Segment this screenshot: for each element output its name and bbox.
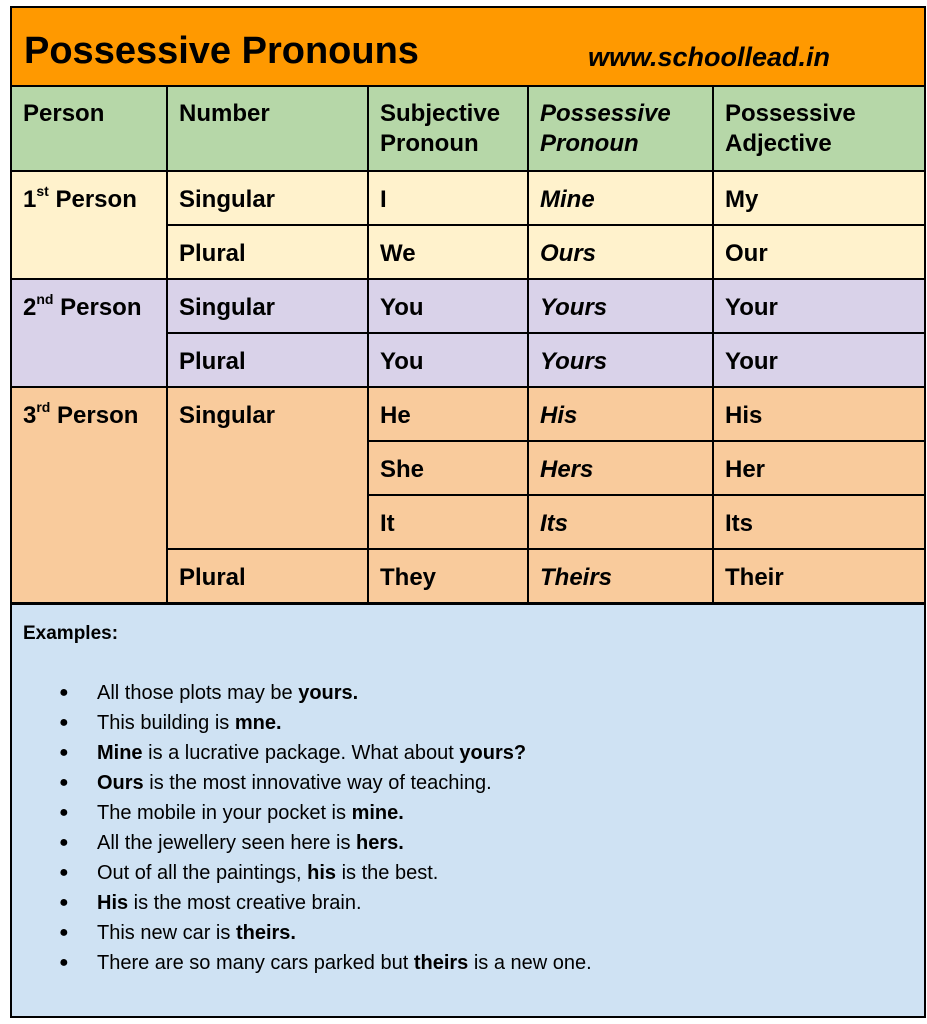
bullet-icon: ● — [59, 684, 69, 701]
possessive-adjective-cell: Its — [713, 495, 924, 549]
list-item: ● Ours is the most innovative way of teaching. — [12, 768, 592, 798]
table-row — [12, 279, 924, 333]
list-item: ● This building is mne. — [12, 708, 592, 738]
possessive-pronoun-cell: His — [528, 387, 713, 441]
possessive-adjective-cell: His — [713, 387, 924, 441]
bullet-icon: ● — [59, 954, 69, 971]
number-cell: Singular — [167, 279, 368, 333]
number-cell: Singular — [167, 387, 368, 549]
number-cell: Singular — [167, 171, 368, 225]
examples-heading: Examples: — [23, 623, 119, 644]
subjective-cell: I — [368, 171, 528, 225]
possessive-pronoun-cell: Mine — [528, 171, 713, 225]
bullet-icon: ● — [59, 804, 69, 821]
pronoun-chart — [10, 6, 926, 1018]
pronoun-table — [12, 87, 924, 604]
possessive-pronoun-cell: Its — [528, 495, 713, 549]
subjective-cell: It — [368, 495, 528, 549]
col-header-possessive-adjective: Possessive Adjective — [713, 87, 924, 171]
col-header-number: Number — [167, 87, 368, 171]
bullet-icon: ● — [59, 924, 69, 941]
col-header-subjective: Subjective Pronoun — [368, 87, 528, 171]
possessive-pronoun-cell: Hers — [528, 441, 713, 495]
person-cell-second: 2nd Person — [12, 279, 167, 387]
website-label: www.schoollead.in — [588, 42, 831, 72]
bullet-icon: ● — [59, 714, 69, 731]
possessive-adjective-cell: Their — [713, 549, 924, 603]
subjective-cell: You — [368, 279, 528, 333]
examples-list — [12, 678, 592, 978]
subjective-cell: They — [368, 549, 528, 603]
possessive-adjective-cell: Her — [713, 441, 924, 495]
table-header-row — [12, 87, 924, 171]
col-header-person: Person — [12, 87, 167, 171]
person-cell-third: 3rd Person — [12, 387, 167, 603]
list-item: ● All those plots may be yours. — [12, 678, 592, 708]
possessive-pronoun-cell: Theirs — [528, 549, 713, 603]
list-item: ● All the jewellery seen here is hers. — [12, 828, 592, 858]
number-cell: Plural — [167, 225, 368, 279]
subjective-cell: He — [368, 387, 528, 441]
bullet-icon: ● — [59, 744, 69, 761]
list-item: ● This new car is theirs. — [12, 918, 592, 948]
examples-section — [12, 603, 924, 1016]
list-item: ● There are so many cars parked but theirs is a new one. — [12, 948, 592, 978]
bullet-icon: ● — [59, 834, 69, 851]
title-bar — [12, 8, 924, 87]
col-header-possessive-pronoun: Possessive Pronoun — [528, 87, 713, 171]
list-item: ● Mine is a lucrative package. What about yours? — [12, 738, 592, 768]
possessive-pronoun-cell: Ours — [528, 225, 713, 279]
table-row — [12, 171, 924, 225]
bullet-icon: ● — [59, 864, 69, 881]
subjective-cell: We — [368, 225, 528, 279]
possessive-adjective-cell: Your — [713, 279, 924, 333]
subjective-cell: You — [368, 333, 528, 387]
page-title: Possessive Pronouns — [24, 30, 419, 72]
bullet-icon: ● — [59, 894, 69, 911]
person-cell-first: 1st Person — [12, 171, 167, 279]
list-item: ● Out of all the paintings, his is the best. — [12, 858, 592, 888]
number-cell: Plural — [167, 333, 368, 387]
list-item: ● The mobile in your pocket is mine. — [12, 798, 592, 828]
bullet-icon: ● — [59, 774, 69, 791]
subjective-cell: She — [368, 441, 528, 495]
table-row — [12, 387, 924, 441]
possessive-adjective-cell: My — [713, 171, 924, 225]
possessive-adjective-cell: Our — [713, 225, 924, 279]
possessive-pronoun-cell: Yours — [528, 279, 713, 333]
number-cell: Plural — [167, 549, 368, 603]
possessive-adjective-cell: Your — [713, 333, 924, 387]
list-item: ● His is the most creative brain. — [12, 888, 592, 918]
possessive-pronoun-cell: Yours — [528, 333, 713, 387]
